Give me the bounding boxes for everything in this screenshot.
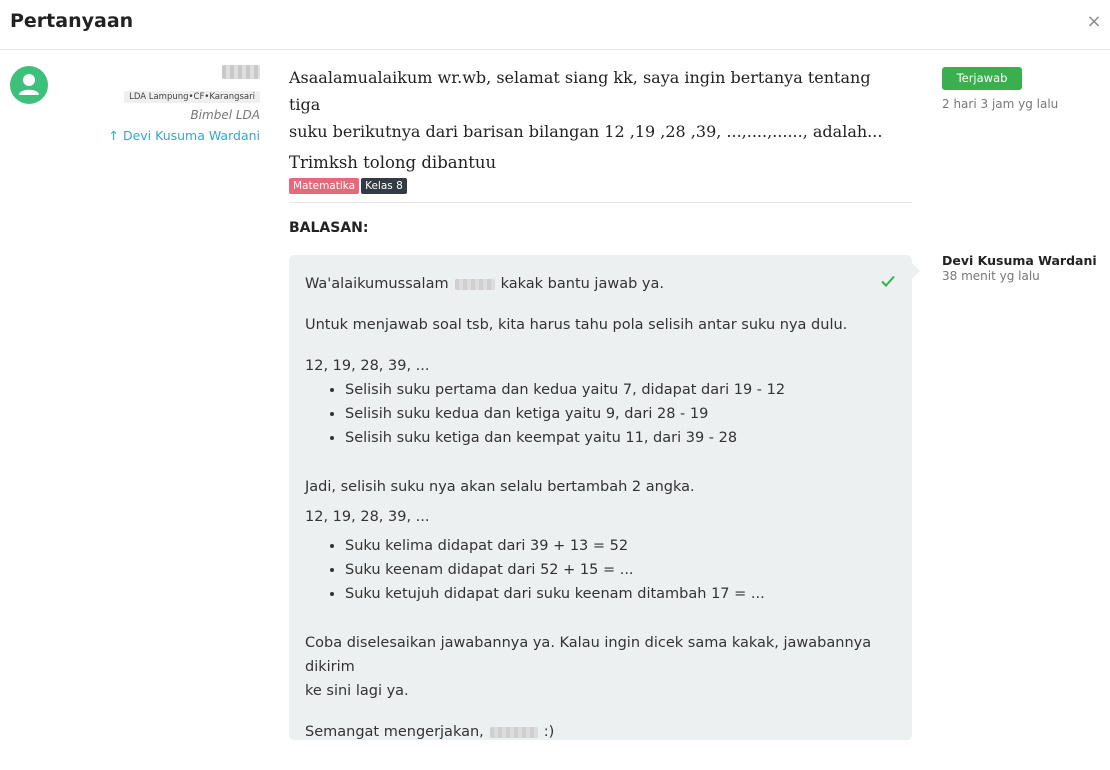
answer-timestamp: 38 menit yg lalu — [942, 269, 1040, 283]
question-thanks: Trimksh tolong dibantuu — [289, 153, 497, 172]
greeting-end: kakak bantu jawab ya. — [500, 276, 664, 292]
answer-intro: Untuk menjawab soal tsb, kita harus tahu pola selisih antar suku nya dulu. — [305, 317, 848, 333]
list-item: • Suku keenam didapat dari 52 + 15 = ... — [345, 558, 896, 582]
redacted-name — [490, 727, 538, 738]
question-text-line: suku berikutnya dari barisan bilangan 12 ,19 ,28 ,39, ...,....,......, adalah... — [289, 122, 883, 141]
list-item: • Selisih suku ketiga dan keempat yaitu 11, dari 39 - 28 — [345, 426, 896, 450]
answer-list — [345, 378, 896, 450]
modal-title: Pertanyaan — [10, 10, 134, 32]
greeting-start: Wa'alaikumussalam — [305, 276, 449, 292]
avatar — [10, 66, 48, 104]
question-timestamp: 2 hari 3 jam yg lalu — [942, 97, 1059, 111]
question-body — [289, 64, 899, 172]
closing-line: Coba diselesaikan jawabannya ya. Kalau ingin dicek sama kakak, jawabannya dikirim — [305, 635, 872, 675]
close-icon[interactable]: × — [1086, 11, 1102, 32]
answer-author[interactable]: Devi Kusuma Wardani — [942, 253, 1097, 268]
divider — [289, 202, 912, 203]
checkmark-icon — [880, 273, 896, 289]
answer-bubble — [289, 255, 912, 740]
answer-list — [345, 534, 896, 606]
asker-organization: Bimbel LDA — [190, 108, 260, 122]
answer-closing — [305, 631, 896, 703]
redacted-name — [455, 279, 495, 290]
user-icon — [10, 66, 48, 104]
answers-heading: BALASAN: — [289, 220, 369, 236]
list-item: • Selisih suku kedua dan ketiga yaitu 9, dari 28 - 19 — [345, 402, 896, 426]
modal-header — [0, 0, 1110, 50]
tag-grade[interactable]: Kelas 8 — [361, 178, 407, 194]
list-item: • Selisih suku pertama dan kedua yaitu 7, didapat dari 19 - 12 — [345, 378, 896, 402]
answer-greeting — [305, 272, 896, 296]
answer-sequence: 12, 19, 28, 39, ... — [305, 509, 430, 525]
asker-location: LDA Lampung•CF•Karangsari — [124, 91, 260, 103]
answer-sequence: 12, 19, 28, 39, ... — [305, 358, 430, 374]
asker-name-redacted — [222, 65, 260, 79]
list-item: • Suku ketujuh didapat dari suku keenam ditambah 17 = ... — [345, 582, 896, 606]
signoff-start: Semangat mengerjakan, — [305, 724, 484, 740]
signoff-end: :) — [543, 724, 555, 740]
answer-conclusion: Jadi, selisih suku nya akan selalu bertambah 2 angka. — [305, 479, 695, 495]
question-tags — [289, 174, 409, 194]
assigned-tutor-link[interactable]: ↑ Devi Kusuma Wardani — [108, 128, 260, 143]
list-item: • Suku kelima didapat dari 39 + 13 = 52 — [345, 534, 896, 558]
question-text-line: Asaalamualaikum wr.wb, selamat siang kk, saya ingin bertanya tentang tiga — [289, 68, 871, 114]
answer-signoff — [305, 720, 896, 744]
asker-info — [100, 64, 260, 143]
status-badge[interactable]: Terjawab — [942, 67, 1022, 90]
tag-subject[interactable]: Matematika — [289, 178, 359, 194]
closing-line: ke sini lagi ya. — [305, 683, 409, 699]
